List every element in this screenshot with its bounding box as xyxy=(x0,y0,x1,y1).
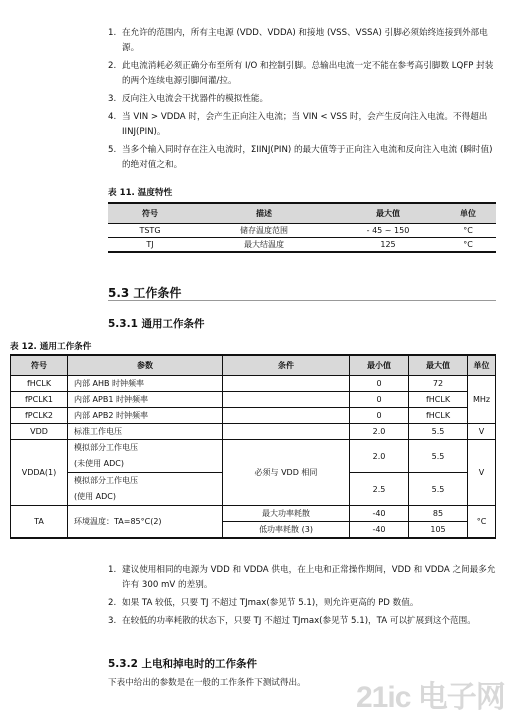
section-heading-5-3-1: 5.3.1 通用工作条件 xyxy=(108,318,205,330)
cell: 最大结温度 xyxy=(192,238,336,253)
col-header: 最大值 xyxy=(336,203,440,224)
section-paragraph: 下表中给出的参数是在一般的工作条件下测试得出。 xyxy=(108,678,306,688)
cell: 2.0 xyxy=(350,424,409,440)
watermark-logo: 21ic 电子网 xyxy=(356,681,505,714)
cell: 内部 APB2 时钟频率 xyxy=(68,408,223,424)
cell: °C xyxy=(440,224,496,238)
unit-cell: MHz xyxy=(468,376,496,424)
param-text: (未使用 ADC) xyxy=(74,459,125,468)
table-row xyxy=(11,392,496,408)
col-header: 描述 xyxy=(192,203,336,224)
cell: fPCLK1 xyxy=(11,392,68,408)
cell: 储存温度范围 xyxy=(192,224,336,238)
cell: 最大功率耗散 xyxy=(223,506,350,522)
notes-top xyxy=(108,26,500,176)
temperature-table xyxy=(108,202,496,253)
col-header: 最小值 xyxy=(350,355,409,376)
cell: VDDA(1) xyxy=(11,440,68,506)
section-heading-5-3-2: 5.3.2 上电和掉电时的工作条件 xyxy=(108,658,258,670)
cell: fHCLK xyxy=(409,408,468,424)
cell: 必须与 VDD 相同 xyxy=(223,440,350,506)
divider xyxy=(108,300,496,301)
table12-caption: 表 12. 通用工作条件 xyxy=(10,342,92,352)
note-item: 5. 当多个输入同时存在注入电流时，ΣIINJ(PIN) 的最大值等于正向注入电流和反向注入电流 (瞬时值) 的绝对值之和。 xyxy=(108,145,493,170)
note-item: 1. 在允许的范围内，所有主电源 (VDD、VDDA) 和接地 (VSS、VSSA) 引脚必须始终连接到外部电源。 xyxy=(108,28,488,53)
cell: 内部 AHB 时钟频率 xyxy=(68,376,223,392)
table-row xyxy=(11,376,496,392)
cell: fHCLK xyxy=(11,376,68,392)
param-text: 模拟部分工作电压 xyxy=(74,443,138,452)
cell xyxy=(223,424,350,440)
col-header: 符号 xyxy=(108,203,192,224)
cell: TA xyxy=(11,506,68,539)
general-operating-conditions-table xyxy=(10,354,496,539)
cell: VDD xyxy=(11,424,68,440)
note-item: 2. 如果 TA 较低，只要 TJ 不超过 TJmax(参见节 5.1)，则允许更高的 PD 数值。 xyxy=(108,598,419,608)
table-row xyxy=(11,440,496,473)
cell: 5.5 xyxy=(409,424,468,440)
cell: V xyxy=(468,424,496,440)
cell: 0 xyxy=(350,376,409,392)
col-header: 条件 xyxy=(223,355,350,376)
notes-bottom xyxy=(108,563,500,632)
cell: 标准工作电压 xyxy=(68,424,223,440)
cell xyxy=(68,440,223,473)
cell: TJ xyxy=(108,238,192,253)
col-header: 最大值 xyxy=(409,355,468,376)
cell: -40 xyxy=(350,522,409,539)
cell: 0 xyxy=(350,408,409,424)
cell: TSTG xyxy=(108,224,192,238)
note-item: 4. 当 VIN > VDDA 时，会产生正向注入电流；当 VIN < VSS 时，会产生反向注入电流。不得超出 IINJ(PIN)。 xyxy=(108,112,488,137)
col-header: 单位 xyxy=(440,203,496,224)
cell: 0 xyxy=(350,392,409,408)
cell: - 45 ~ 150 xyxy=(336,224,440,238)
cell: fHCLK xyxy=(409,392,468,408)
table-row xyxy=(11,408,496,424)
cell: 72 xyxy=(409,376,468,392)
cell: fPCLK2 xyxy=(11,408,68,424)
table11-caption: 表 11. 温度特性 xyxy=(108,188,173,198)
cell xyxy=(223,392,350,408)
cell: 环境温度：TA=85°C(2) xyxy=(68,506,223,539)
note-item: 2. 此电流消耗必须正确分布至所有 I/O 和控制引脚。总输出电流一定不能在参考高引脚数 LQFP 封装的两个连续电源引脚间灌/拉。 xyxy=(108,61,494,86)
cell: 内部 APB1 时钟频率 xyxy=(68,392,223,408)
table-row xyxy=(108,238,496,253)
cell: 5.5 xyxy=(409,440,468,473)
unit-cell: °C xyxy=(468,506,496,539)
cell xyxy=(223,408,350,424)
cell: 125 xyxy=(336,238,440,253)
cell: 5.5 xyxy=(409,473,468,506)
unit-cell: V xyxy=(468,440,496,506)
note-item: 3. 反向注入电流会干扰器件的模拟性能。 xyxy=(108,94,269,104)
section-heading-5-3: 5.3 工作条件 xyxy=(108,286,182,300)
col-header: 符号 xyxy=(11,355,68,376)
col-header: 单位 xyxy=(468,355,496,376)
table-row xyxy=(108,224,496,238)
param-text: (使用 ADC) xyxy=(74,492,117,501)
cell: 低功率耗散 (3) xyxy=(223,522,350,539)
cell: °C xyxy=(440,238,496,253)
cell: 105 xyxy=(409,522,468,539)
table-row xyxy=(11,424,496,440)
param-text: 模拟部分工作电压 xyxy=(74,476,138,485)
note-item: 3. 在较低的功率耗散的状态下，只要 TJ 不超过 TJmax(参见节 5.1)，TA 可以扩展到这个范围。 xyxy=(108,616,476,626)
cell xyxy=(223,376,350,392)
cell: -40 xyxy=(350,506,409,522)
note-item: 1. 建议使用相同的电源为 VDD 和 VDDA 供电，在上电和正常操作期间，VDD 和 VDDA 之间最多允许有 300 mV 的差别。 xyxy=(108,565,496,590)
col-header: 参数 xyxy=(68,355,223,376)
cell: 2.5 xyxy=(350,473,409,506)
cell: 2.0 xyxy=(350,440,409,473)
table-row xyxy=(11,506,496,522)
cell xyxy=(68,473,223,506)
cell: 85 xyxy=(409,506,468,522)
